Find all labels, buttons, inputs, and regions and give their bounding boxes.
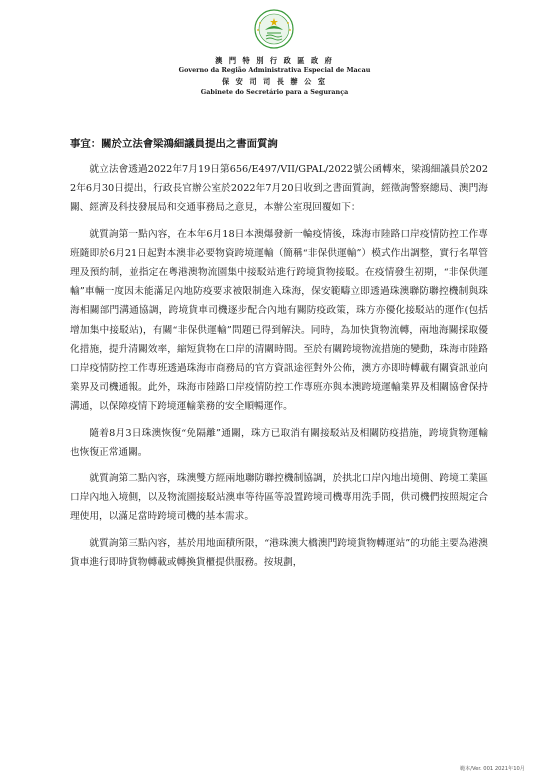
header-office-zh: 保 安 司 司 長 辦 公 室 <box>221 77 328 86</box>
header-government-pt: Governo da Região Administrativa Especial de Macau <box>178 66 371 74</box>
letter-body <box>70 160 488 579</box>
macau-emblem-icon <box>253 9 295 49</box>
paragraph-intro: 就立法會透過2022年7月19日第656/E497/VII/GPAL/2022號公函轉來，梁鴻細議員於2022年6月30日提出，行政長官辦公室於2022年7月20日收到之書面質詢，經徵詢警察總局、澳門海關、經濟及科技發展局和交通事務局之意見，本辦公室現回覆如下： <box>70 164 488 214</box>
footer-version: 範本/Ver. 001 2021年10月 <box>459 766 525 772</box>
header-office-pt: Gabinete do Secretário para a Segurança <box>200 88 349 96</box>
subject-line: 事宜：關於立法會梁鴻細議員提出之書面質詢 <box>70 138 278 150</box>
header-government-zh: 澳 門 特 別 行 政 區 政 府 <box>215 56 334 65</box>
paragraph-point-3: 就質詢第三點內容，基於用地面積所限，“港珠澳大橋澳門跨境貨物轉運站”的功能主要為港澳貨車進行即時貨物轉載或轉換貨櫃提供服務。按規劃， <box>70 537 488 568</box>
paragraph-point-2: 就質詢第二點內容，珠澳雙方經兩地聯防聯控機制協調，於拱北口岸內地出境側、跨境工業區口岸內地入境側，以及物流園接駁站澳車等待區等設置跨境司機專用洗手間，供司機們按照規定合理使用，以滿足當時跨境司機的基本需求。 <box>70 473 488 523</box>
paragraph-follow-up: 隨着8月3日珠澳恢復“免隔離”通關，珠方已取消有關接駁站及相關防疫措施，跨境貨物運輸也恢復正常通關。 <box>70 427 488 458</box>
paragraph-point-1: 就質詢第一點內容，在本年6月18日本澳爆發新一輪疫情後，珠海市陸路口岸疫情防控工作專班隨即於6月21日起對本澳非必要物資跨境運輸（簡稱“非保供運輸”）模式作出調整，實行名單管理及預約制，並指定在粵港澳物流園集中接駁站進行跨境貨物接駁。在疫情發生初期，“非保供運輸”車輛一度因未能滿足內地防疫要求被限制進入珠海，保安範疇立即透過珠澳聯防聯控機制與珠海相關部門溝通協調，跨境貨車司機逐步配合內地有關防疫政策，珠方亦優化接駁站的運作(包括增加集中接駁站)，有關“非保供運輸”問題已得到解決。同時，為加快貨物流轉，兩地海關採取優化措施，提升清關效率，縮短貨物在口岸的清關時間。至於有關跨境物流措施的變動，珠海市陸路口岸疫情防控工作專班透過珠海市商務局的官方資訊途徑對外公佈，澳方亦即時轉載有關資訊並向業界及司機通報。此外，珠海市陸路口岸疫情防控工作專班亦與本澳跨境運輸業界及相關協會保持溝通，以保障疫情下跨境運輸業務的安全順暢運作。 <box>70 228 488 413</box>
